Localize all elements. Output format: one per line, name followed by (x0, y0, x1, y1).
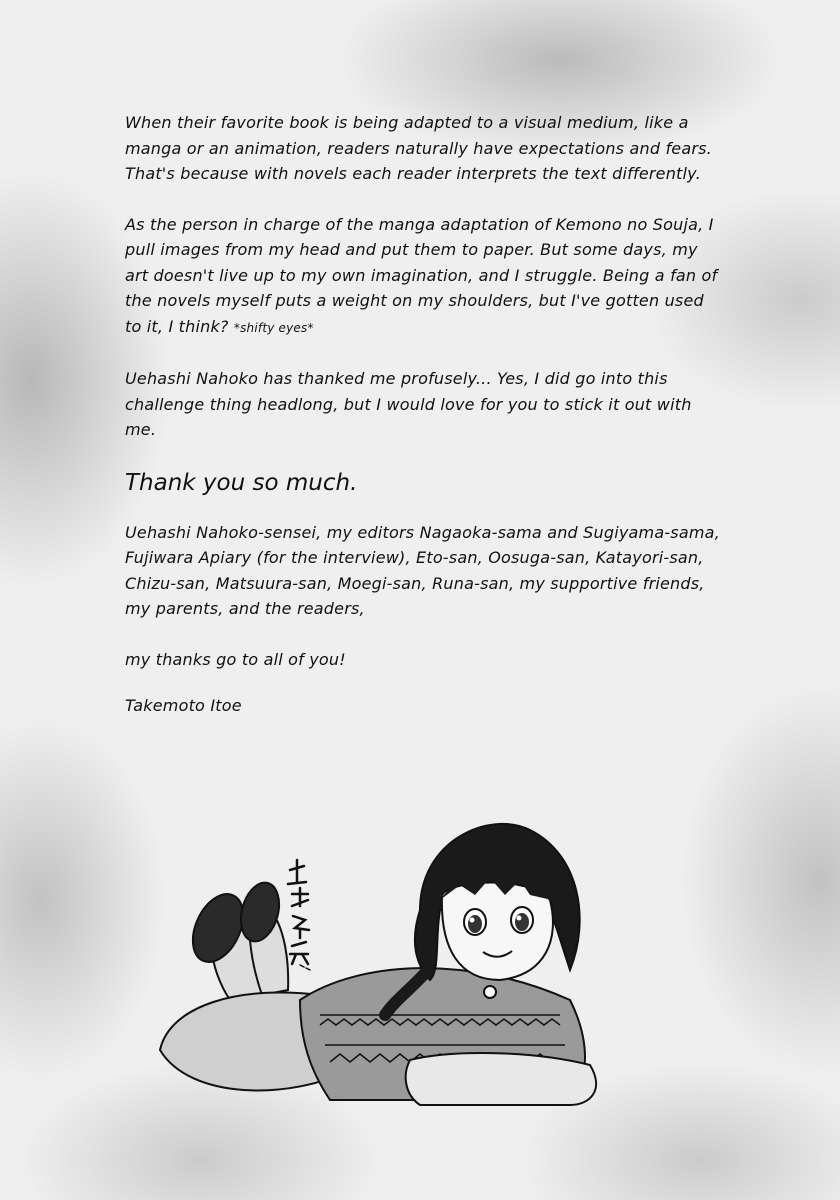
closing-line: my thanks go to all of you! (125, 649, 346, 669)
paragraph-1: When their favorite book is being adapted to a visual medium, like a manga or an animation, readers naturally have expectations and fears. That's because with novels each reader interprets the text differently. (125, 113, 712, 183)
acknowledgement-list: Uehashi Nahoko-sensei, my editors Nagaoka-sama and Sugiyama-sama, Fujiwara Apiary (for the interview), Eto-san, Oosuga-san, Katayori-san, Chizu-san, Matsuura-san, Moegi-san, Runa-san, my supportive friends, my parents, and the readers, (125, 522, 720, 618)
girl-illustration (150, 800, 630, 1130)
aside-note: *shifty eyes* (233, 320, 314, 335)
afterword-text (125, 110, 725, 744)
paragraph-2 (125, 212, 725, 342)
author-name: Takemoto Itoe (125, 696, 242, 715)
artist-signature (288, 860, 310, 970)
folded-arms (406, 1053, 596, 1105)
collar-button (484, 986, 496, 998)
paragraph-2-text: As the person in charge of the manga adaptation of Kemono no Souja, I pull images from my head and put them to paper. But some days, my art doesn't live up to my own imagination, and I struggle. Being a fan of the novels myself puts a weight on my shoulders, but I've gotten used to it, I think? (125, 214, 718, 336)
face (442, 883, 553, 981)
thank-you-heading: Thank you so much. (125, 469, 358, 496)
girl-lying-drawing (150, 800, 630, 1130)
paragraph-3: Uehashi Nahoko has thanked me profusely... Yes, I did go into this challenge thing headlong, but I would love for you to stick it out with me. (125, 369, 692, 439)
